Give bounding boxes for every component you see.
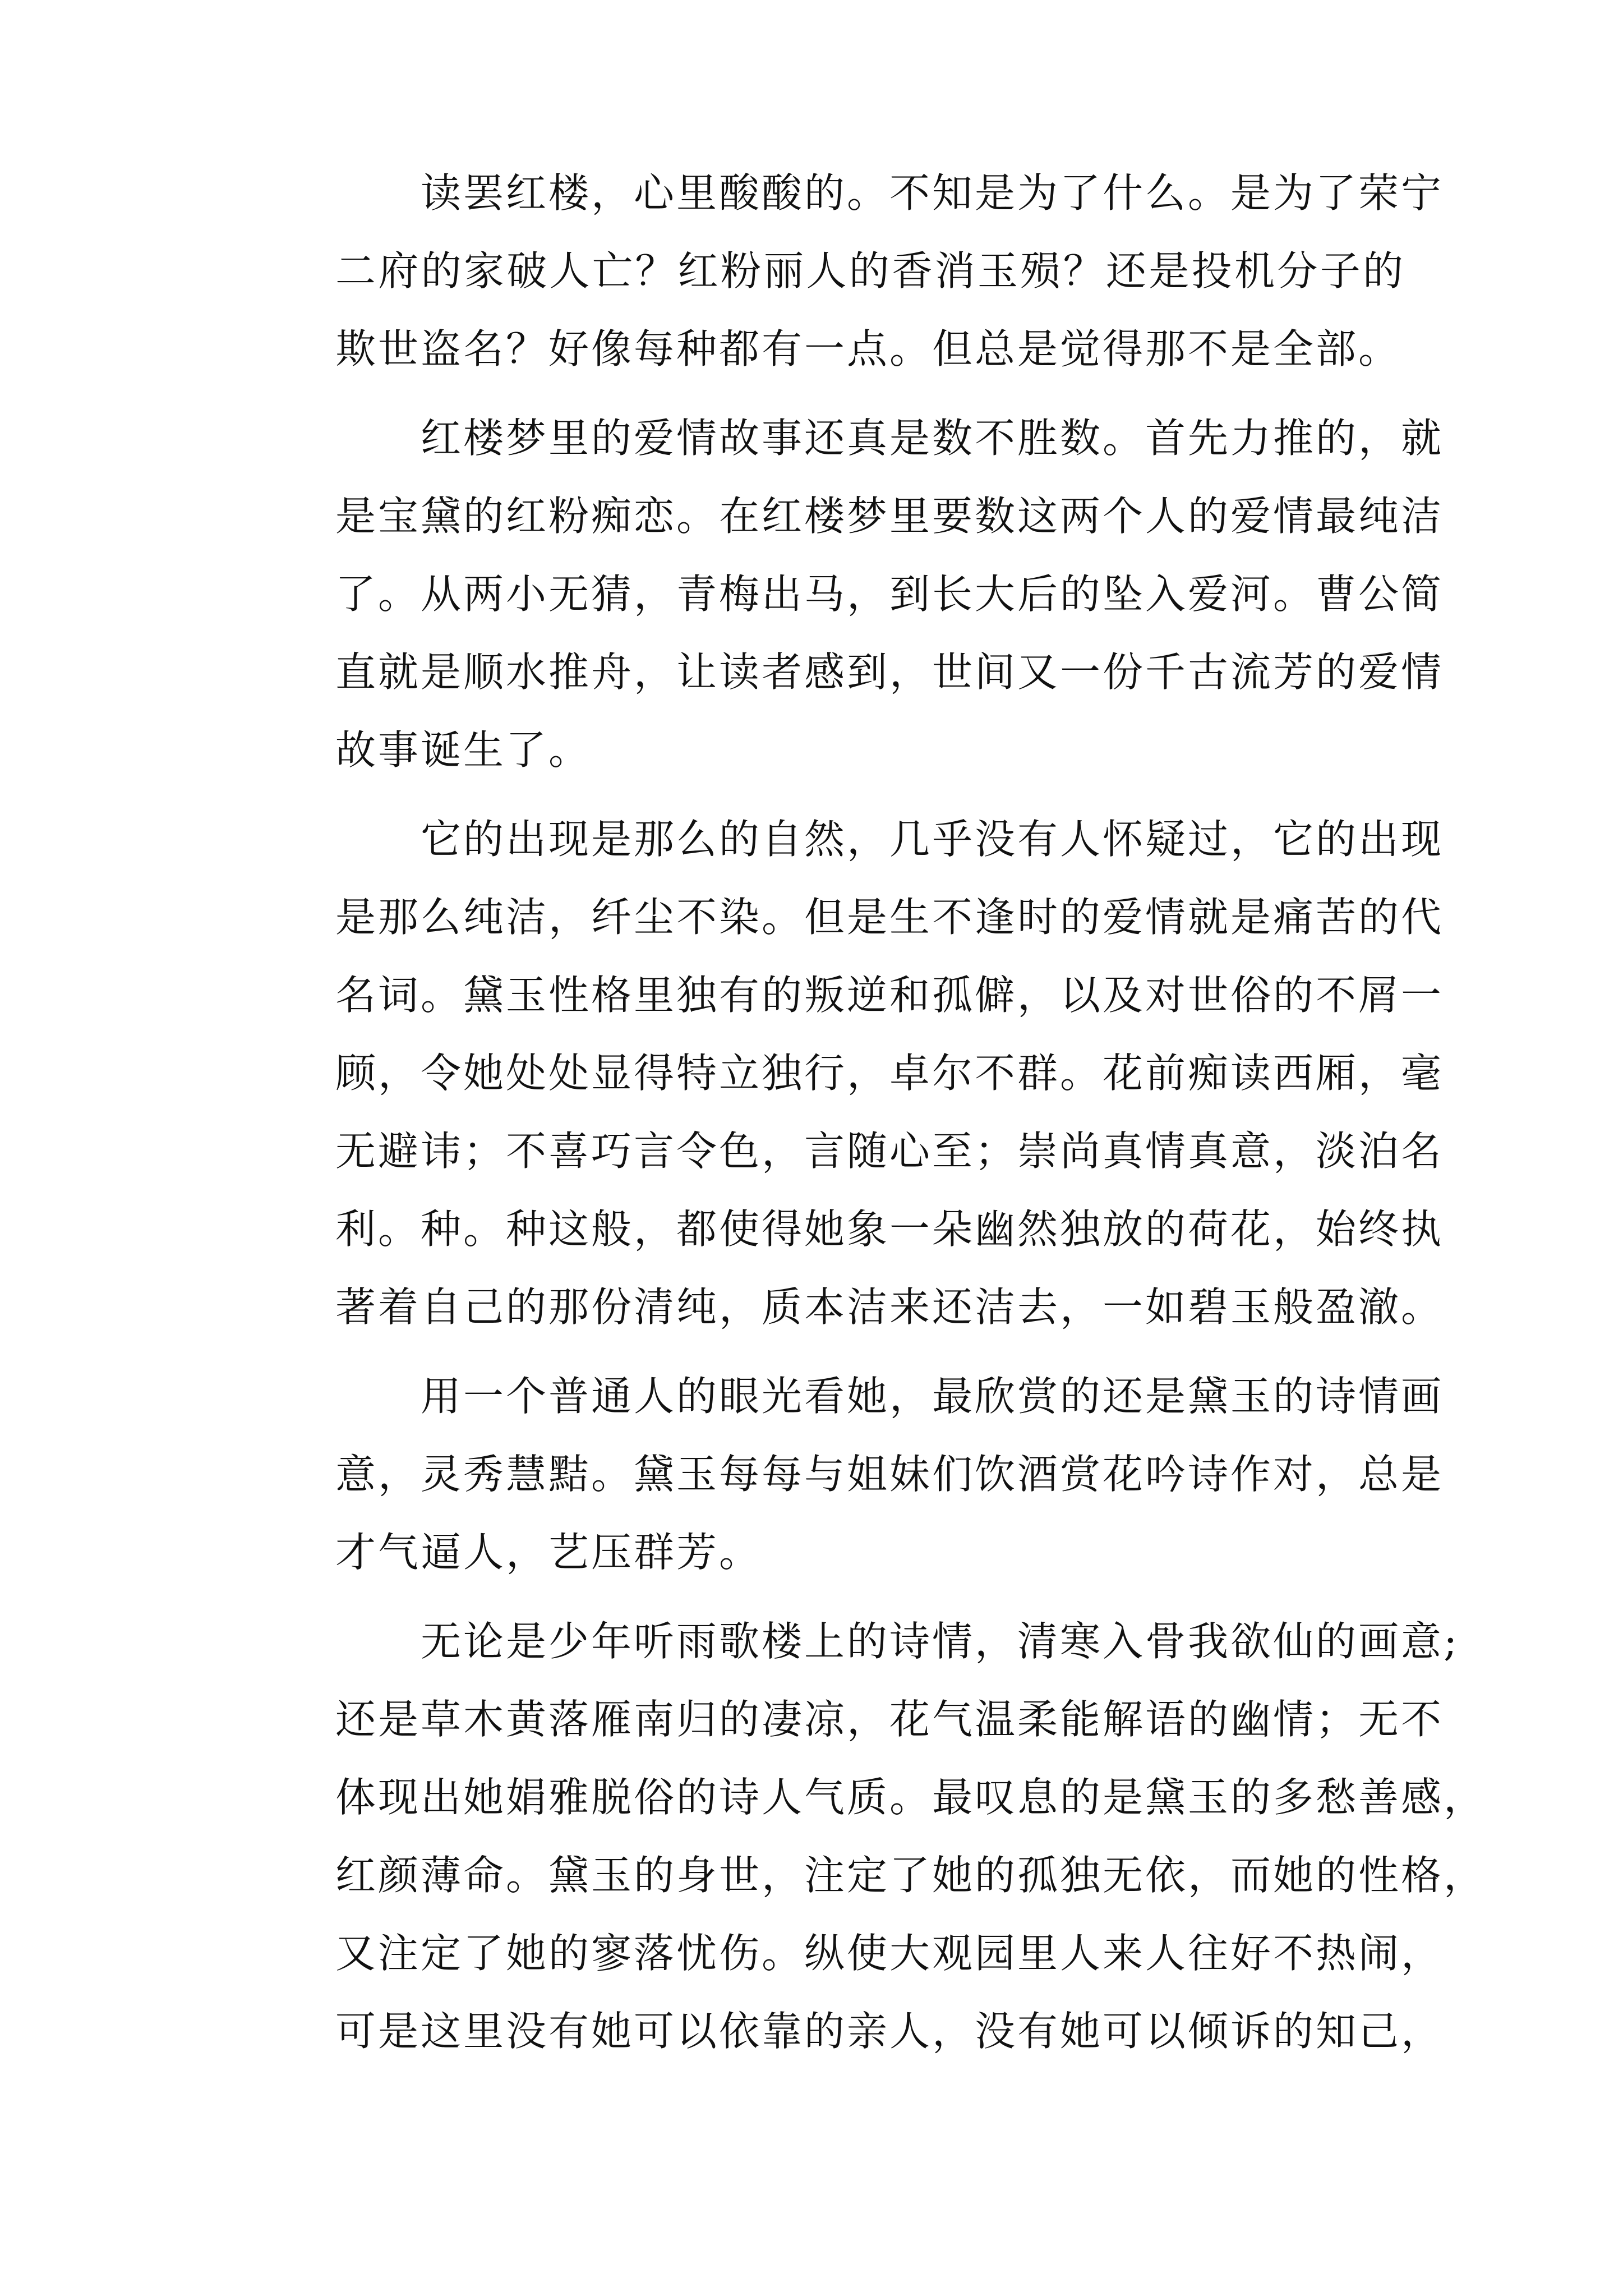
text-line: 用一个普通人的眼光看她，最欣赏的还是黛玉的诗情画 bbox=[421, 1373, 1444, 1420]
text-line: 故事诞生了。 bbox=[335, 726, 592, 774]
text-line: 又注定了她的寥落忧伤。纵使大观园里人来人往好不热闹， bbox=[335, 1930, 1444, 1977]
text-line: 红楼梦里的爱情故事还真是数不胜数。首先力推的，就 bbox=[421, 415, 1444, 462]
text-line: 才气逼人，艺压群芳。 bbox=[335, 1529, 762, 1576]
text-line: 利。种。种这般，都使得她象一朵幽然独放的荷花，始终执 bbox=[335, 1205, 1444, 1253]
text-line: 无避讳；不喜巧言令色，言随心至；崇尚真情真意，淡泊名 bbox=[335, 1128, 1444, 1175]
article-body bbox=[250, 154, 1487, 2082]
paragraph-4 bbox=[250, 1358, 1444, 1591]
text-line: 它的出现是那么的自然，几乎没有人怀疑过，它的出现 bbox=[421, 816, 1444, 863]
text-line: 读罢红楼，心里酸酸的。不知是为了什么。是为了荣宁 bbox=[421, 169, 1444, 217]
text-line: 可是这里没有她可以依靠的亲人，没有她可以倾诉的知己， bbox=[335, 2008, 1444, 2055]
paragraph-1 bbox=[250, 154, 1444, 388]
text-line: 著着自己的那份清纯，质本洁来还洁去，一如碧玉般盈澈。 bbox=[335, 1283, 1444, 1331]
text-line: 是宝黛的红粉痴恋。在红楼梦里要数这两个人的爱情最纯洁 bbox=[335, 493, 1444, 540]
text-line: 名词。黛玉性格里独有的叛逆和孤僻，以及对世俗的不屑一 bbox=[335, 972, 1444, 1019]
text-line: 意，灵秀慧黠。黛玉每每与姐妹们饮酒赏花吟诗作对，总是 bbox=[335, 1451, 1444, 1498]
paragraph-2 bbox=[250, 399, 1444, 789]
text-line: 欺世盗名？好像每种都有一点。但总是觉得那不是全部。 bbox=[335, 325, 1401, 372]
text-line: 顾，令她处处显得特立独行，卓尔不群。花前痴读西厢，毫 bbox=[335, 1050, 1444, 1097]
paragraph-5 bbox=[250, 1603, 1487, 2070]
text-line: 是那么纯洁，纤尘不染。但是生不逢时的爱情就是痛苦的代 bbox=[335, 894, 1444, 941]
text-line: 体现出她娟雅脱俗的诗人气质。最叹息的是黛玉的多愁善感， bbox=[335, 1774, 1487, 1821]
text-line: 二府的家破人亡？红粉丽人的香消玉殒？还是投机分子的 bbox=[335, 247, 1405, 295]
paragraph-3 bbox=[250, 800, 1444, 1346]
text-line: 无论是少年听雨歌楼上的诗情，清寒入骨我欲仙的画意; bbox=[421, 1618, 1460, 1665]
text-line: 红颜薄命。黛玉的身世，注定了她的孤独无依，而她的性格， bbox=[335, 1852, 1487, 1899]
text-line: 了。从两小无猜，青梅出马，到长大后的坠入爱河。曹公简 bbox=[335, 570, 1444, 618]
text-line: 还是草木黄落雁南归的凄凉，花气温柔能解语的幽情；无不 bbox=[335, 1696, 1444, 1743]
text-line: 直就是顺水推舟，让读者感到，世间又一份千古流芳的爱情 bbox=[335, 648, 1444, 696]
